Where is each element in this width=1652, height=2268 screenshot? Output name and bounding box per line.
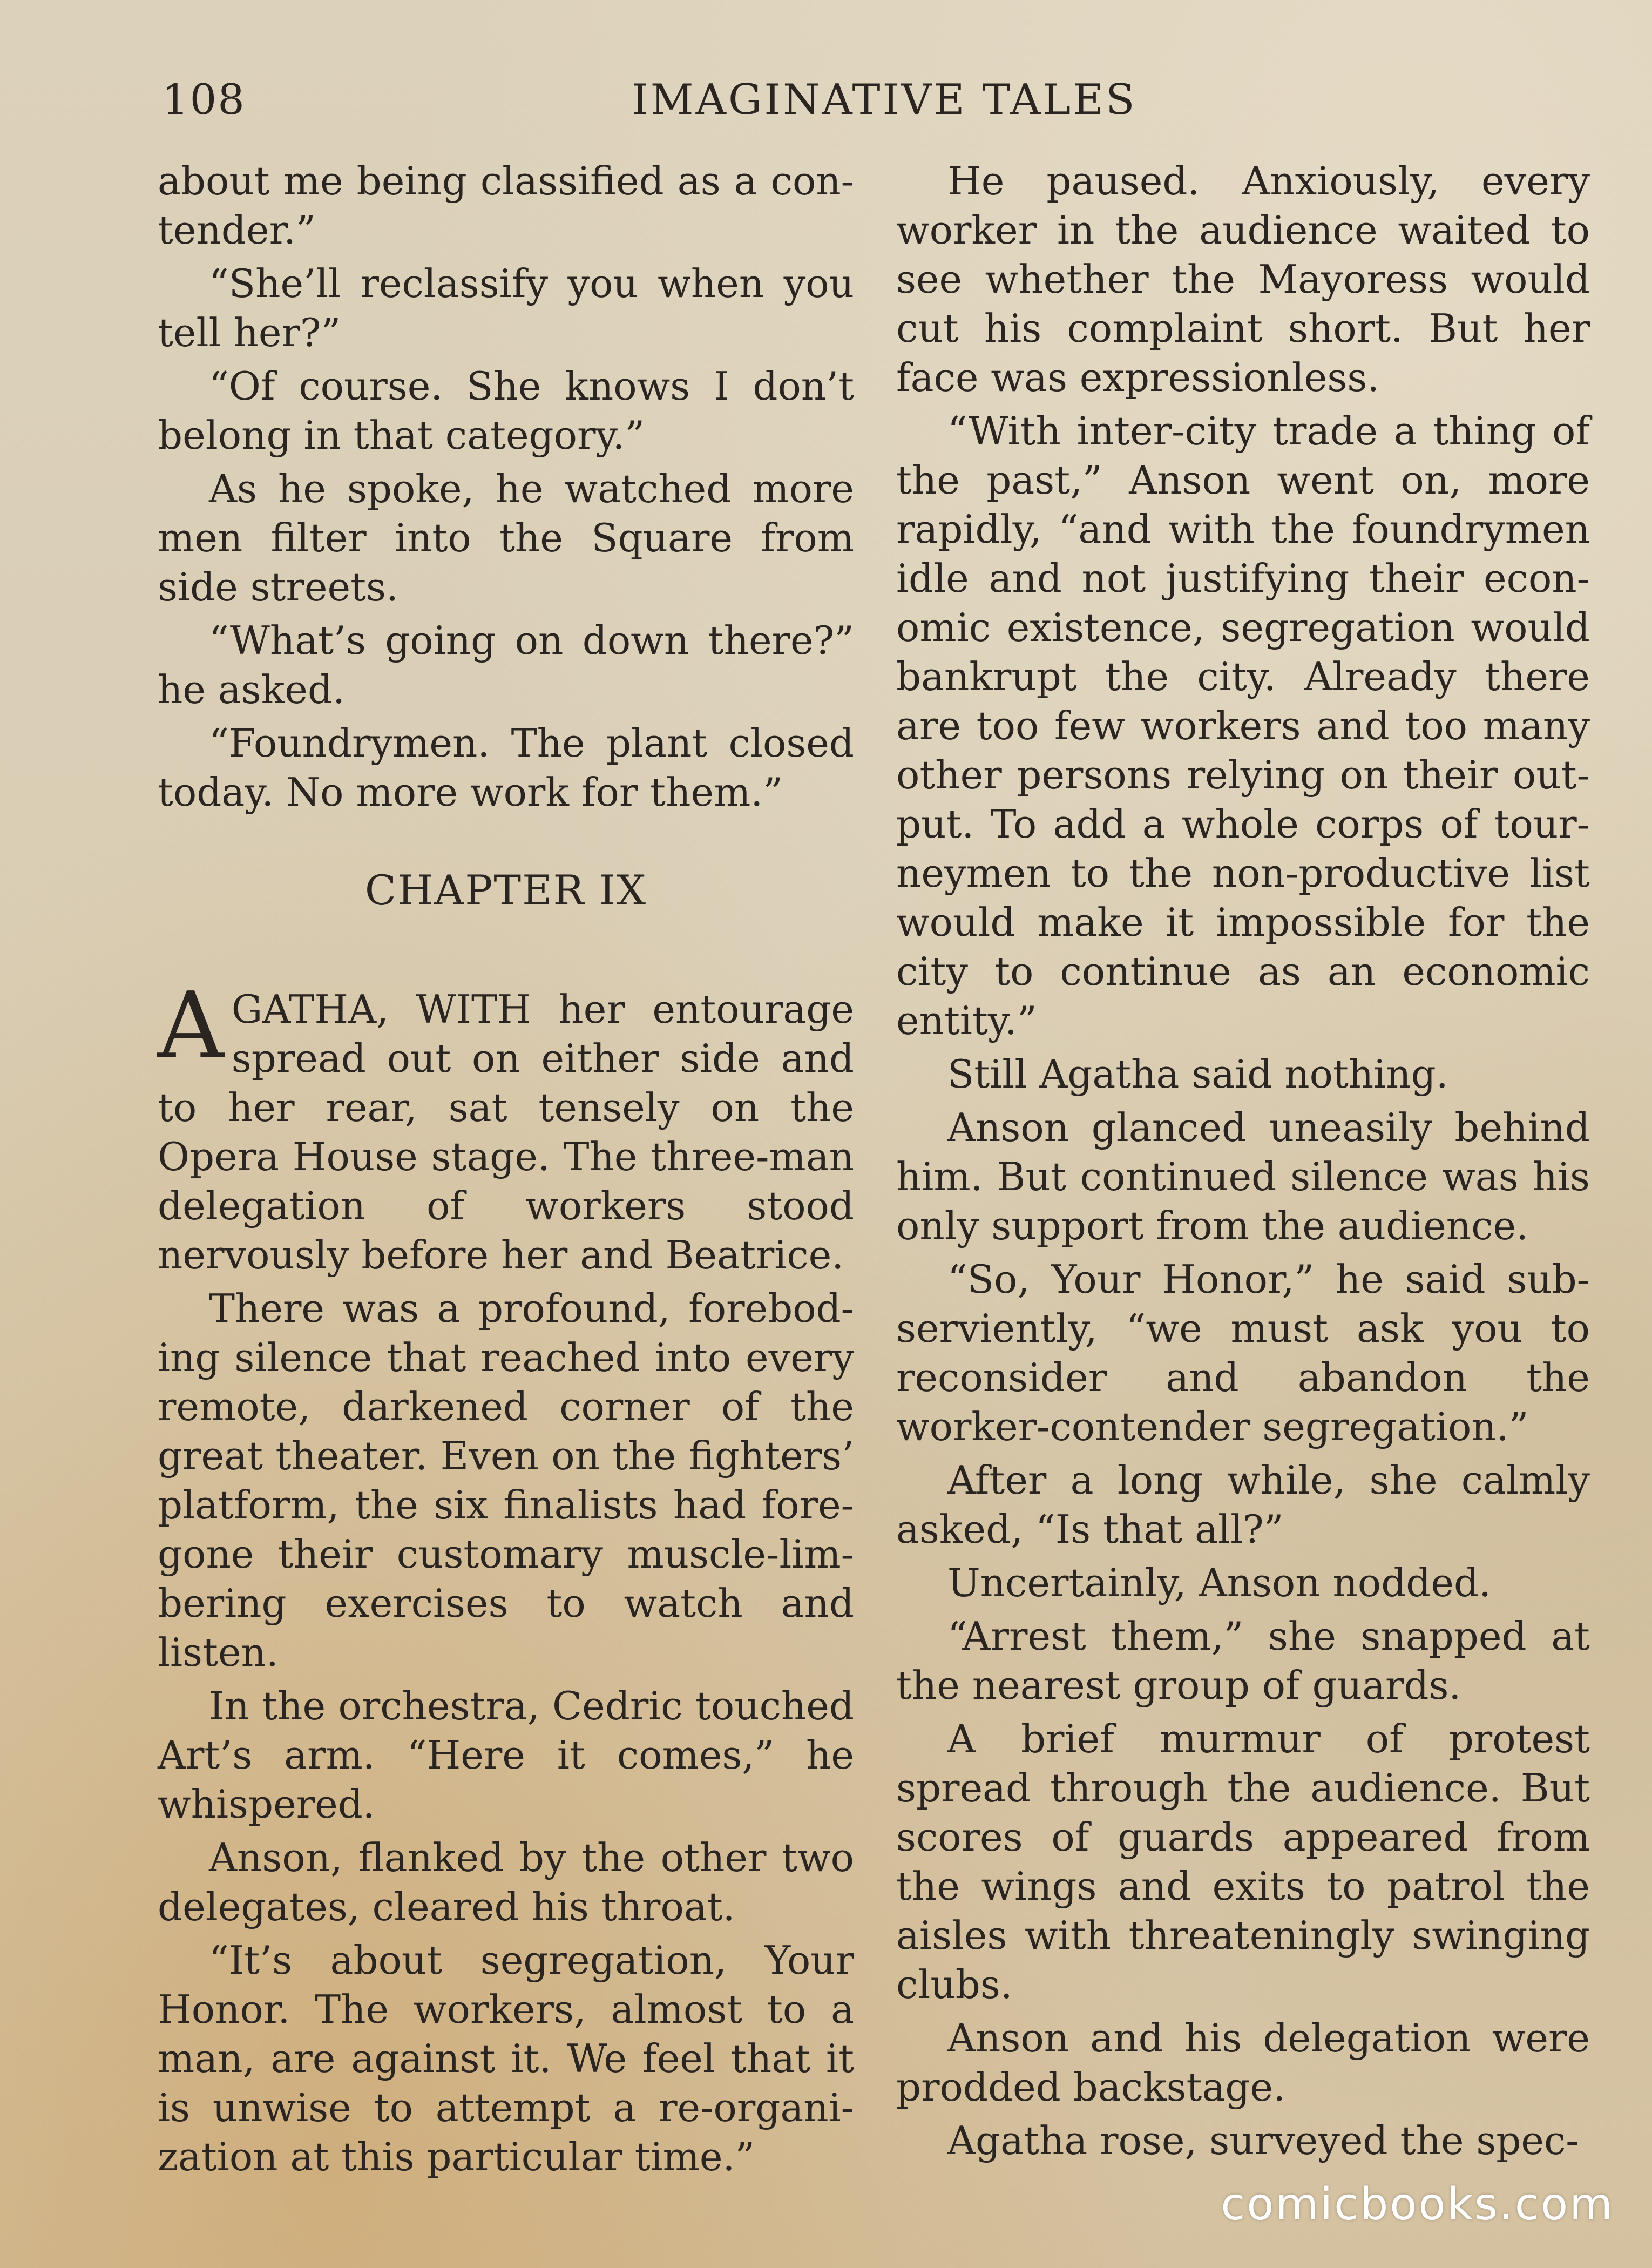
paragraph: Still Agatha said nothing.: [947, 1051, 1448, 1097]
paragraph-text: GATHA, WITH her entourage spread out on either side and to her rear, sat tensely on the Opera House stage. The three-man delegation of workers stood nervously before her and Beatrice.: [158, 987, 854, 1278]
paragraph: A brief murmur of protest spread through the audience. But scores of guards appeared from the wings and exits to patrol the aisles with threateningly swinging clubs.: [896, 1716, 1590, 2007]
paragraph: As he spoke, he watched more men filter into the Square from side streets.: [158, 466, 854, 610]
watermark: comicbooks.com: [1221, 2179, 1614, 2230]
paragraph: After a long while, she calmly asked, “Is that all?”: [896, 1457, 1590, 1552]
drop-cap: A: [158, 973, 224, 1079]
running-head: IMAGINATIVE TALES: [632, 76, 1137, 124]
paragraph: about me being classified as a contender.”: [158, 158, 854, 253]
paragraph: “Of course. She knows I don’t belong in that category.”: [158, 363, 854, 458]
paragraph: Uncertainly, Anson nodded.: [947, 1560, 1491, 1605]
paragraph: “Foundrymen. The plant closed today. No more work for them.”: [158, 720, 854, 815]
paragraph: In the orchestra, Cedric touched Art’s arm. “Here it comes,” he whispered.: [158, 1683, 854, 1827]
chapter-opening-paragraph: [158, 973, 854, 1280]
right-column: [896, 157, 1590, 2170]
paragraph: Anson, flanked by the other two delegates, cleared his throat.: [158, 1835, 854, 1929]
left-column: [158, 157, 854, 2186]
paragraph: “So, Your Honor,” he said subserviently, “we must ask you to reconsider and abandon the worker-contender segregation.”: [896, 1257, 1590, 1449]
paragraph: “Arrest them,” she snapped at the nearest group of guards.: [896, 1614, 1590, 1708]
page-number: 108: [162, 76, 246, 124]
paragraph: He paused. Anxiously, every worker in the audience waited to see whether the Mayoress would cut his complaint short. But her face was expressionless.: [896, 158, 1590, 400]
paragraph: There was a profound, foreboding silence that reached into every remote, darkened corner of the great theater. Even on the fighters’ platform, the six finalists had foregone their customary muscle-limbering exercises to watch and listen.: [158, 1286, 854, 1675]
paragraph: “She’ll reclassify you when you tell her?”: [158, 261, 854, 355]
paragraph: “With inter-city trade a thing of the past,” Anson went on, more rapidly, “and with the foundrymen idle and not justifying their economic existence, segregation would bankrupt the city. Already there are too few workers and too many other persons relying on their output. To add a whole corps of tourneymen to the non-productive list would make it impossible for the city to continue as an economic entity.”: [896, 408, 1590, 1043]
paragraph: Anson glanced uneasily behind him. But continued silence was his only support from the audience.: [896, 1105, 1590, 1248]
paragraph: “What’s going on down there?” he asked.: [158, 618, 854, 712]
chapter-heading: CHAPTER IX: [364, 866, 647, 914]
paragraph: Anson and his delegation were prodded backstage.: [896, 2015, 1590, 2110]
paragraph: Agatha rose, surveyed the spec-: [947, 2118, 1579, 2163]
paragraph: “It’s about segregation, Your Honor. The workers, almost to a man, are against it. We feel that it is unwise to attempt a re-organization at this particular time.”: [158, 1938, 854, 2179]
